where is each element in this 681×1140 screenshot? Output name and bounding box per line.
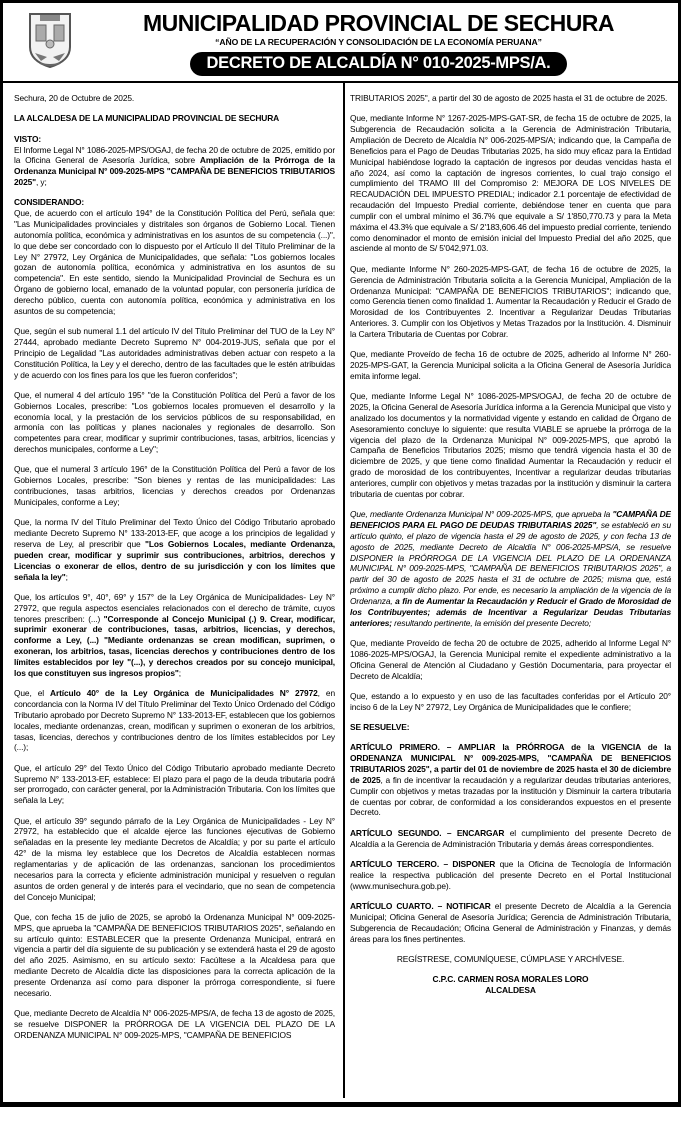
- paragraph: Que, mediante Informe Legal N° 1086-2025-MPS/OGAJ, de fecha 20 de octubre de 2025, la Oficina General de Asesoría Jurídica informa a la Gerencia Municipal que visto y analizado los documentos y la normatividad vigente y estando en calidad de Órgano de Asesoramiento concluye lo siguiente: que resulta VIABLE se apruebe la prórroga de la vigencia del plazo de la Ordenanza Municipal N° 009-2025-MPS, que aprobó la Campaña de Beneficios Tributarios 2025; mismo que tendrá vigencia hasta el 30 de diciembre de 2025, y que tiene como finalidad Aumentar la Recaudación y reducir el grado de morosidad de los contribuyentes, Incentivar a regularizar deudas tributarias anteriores, cumplir con objetivos y metas trazadas por la institución y disminuir la cartera tributaria de cuentas por cobrar.: [350, 391, 671, 499]
- signature-name: C.P.C. CARMEN ROSA MORALES LORO: [432, 974, 589, 985]
- paragraph: Que, los artículos 9°, 40°, 69° y 157° de la Ley Orgánica de Municipalidades- Ley N° 27972, que regula aspectos esenciales relacionados con el derecho de trámite, cuyos tenores prescriben: (...) "Corresponde al Concejo Municipal (.) 9. Crear, modificar, suprimir exonerar de contribuciones, tasas, arbitrios, licencias, y derechos, conforme a Ley, (...) "Mediante ordenanzas se crean modifican, suprimen, o exoneran, los arbitrios, tasas, licencias derechos y contribuciones dentro de los límites establecidos por ley "(...), y derechos creados por su concejo municipal, los que constituyen sus ingresos propios";: [14, 591, 335, 678]
- seal-icon: [27, 11, 73, 69]
- header: [3, 3, 678, 83]
- paragraph: Que, mediante Proveído de fecha 16 de octubre de 2025, adherido al Informe N° 260-2025-MPS-GAT, la Gerencia Municipal solicita a la Oficina General de Asesoría Jurídica emita informe legal.: [350, 349, 671, 381]
- right-column: [350, 93, 671, 1090]
- signature-title: ALCALDESA: [485, 985, 536, 996]
- document-body: [3, 83, 678, 1090]
- left-column: [14, 93, 335, 1090]
- issuer-line: LA ALCALDESA DE LA MUNICIPALIDAD PROVINCIAL DE SECHURA: [14, 113, 280, 124]
- registrese-line: REGÍSTRESE, COMUNÍQUESE, CÚMPLASE Y ARCHÍVESE.: [396, 953, 625, 964]
- paragraph: Que, el artículo 39° segundo párrafo de la Ley Orgánica de Municipalidades - Ley N° 27972, ha establecido que el alcalde ejerce las funciones ejecutivas de Gobierno señaladas en la presente ley mediante Decretos de Alcaldía; y por su parte el artículo 42° de la misma ley establece que los Decretos de Alcaldía establecen normas reglamentarias y de aplicación de las ordenanzas, sancionan los procedimientos necesarios para la correcta y eficiente administración municipal y resuelven o regulan asuntos de orden general y de interés para el vecindario, que no sean de competencia del Concejo Municipal;: [14, 815, 335, 902]
- year-slogan: “AÑO DE LA RECUPERACIÓN Y CONSOLIDACIÓN DE LA ECONOMÍA PERUANA”: [215, 37, 542, 48]
- visto-heading: VISTO:: [14, 133, 42, 144]
- articulo-cuarto: ARTÍCULO CUARTO. – NOTIFICAR el presente Decreto de Alcaldía a la Gerencia Municipal; Oficina General de Asesoría Jurídica; Gerencia de Administración Tributaria, Subgerencia de Recaudación; Oficina General de Administración y Finanzas, y demás áreas para los fines pertinentes.: [350, 901, 671, 944]
- articulo-segundo: ARTÍCULO SEGUNDO. – ENCARGAR el cumplimiento del presente Decreto de Alcaldía a la Gerencia de Administración Tributaria y demás áreas correspondientes.: [350, 827, 671, 849]
- articulo-primero: ARTÍCULO PRIMERO. – AMPLIAR la PRÓRROGA de la VIGENCIA de la ORDENANZA MUNICIPAL N° 009-2025-MPS, "CAMPAÑA DE BENEFICIOS TRIBUTARIOS 2025", a partir del 01 de noviembre de 2025 hasta el 30 de diciembre de 2025, a fin de incentivar la recaudación y a regularizar deudas tributarias anteriores, Cumplir con objetivos y metas trazadas por la institución y Disminuir la cartera tributaria de cuentas por cobrar, de conformidad a los considerandos expuestos en el presente Decreto.: [350, 742, 671, 818]
- paragraph: Que, mediante Informe N° 260-2025-MPS-GAT, de fecha 16 de octubre de 2025, la Gerencia de Administración Tributaria solicita a la Gerencia Municipal, Ampliación de la Ordenanza Municipal: "CAMPAÑA DE BENEFICIOS TRIBUTARIOS"; indicando que, como Gerencia tienen como finalidad 1. Aumentar la Recaudación y Reducir el Grado de Morosidad de los Contribuyentes 2. Incentivar a Regularizar Deudas Tributarias Anteriores. 3. Cumplir con los Objetivos y Metas Trazados por la Institución. 4. Disminuir la Cartera Tributaria de Cuentas por Cobrar.: [350, 263, 671, 339]
- paragraph: Que, el artículo 29° del Texto Único del Código Tributario aprobado mediante Decreto Supremo N° 133-2013-EF, establece: El plazo para el pago de la deuda tributaria podrá ser prorrogado, con carácter general, por la Administración Tributaria. Con los límites que señala la Ley;: [14, 762, 335, 806]
- paragraph: Que, estando a lo expuesto y en uso de las facultades conferidas por el Artículo 20° inciso 6 de la Ley N° 27972, Ley Orgánica de Municipalidades que le confiere;: [350, 690, 671, 712]
- paragraph: Que, la norma IV del Título Preliminar del Texto Único del Código Tributario aprobado mediante Decreto Supremo N° 133-2013-EF, que acoge a los principios de legalidad y reserva de Ley, al prescribir que "Los Gobiernos Locales, mediante Ordenanza, pueden crear, modificar y suprimir sus contribuciones, arbitrios, derechos y Licencias o exonerar de ellos, dentro de su jurisdicción y con los límites que señala la ley";: [14, 517, 335, 582]
- decree-banner: DECRETO DE ALCALDÍA N° 010-2025-MPS/A.: [190, 52, 568, 76]
- considerando-heading: CONSIDERANDO:: [14, 197, 85, 208]
- paragraph: Que, mediante Decreto de Alcaldía N° 006-2025-MPS/A, de fecha 13 de agosto de 2025, se resuelve DISPONER la PRÓRROGA DE LA VIGENCIA DEL PLAZO DE LA ORDENANZA MUNICIPAL N° 009-2025-MPS, "CAMPAÑA DE BENEFICIOS: [14, 1008, 335, 1040]
- paragraph: Que, mediante Ordenanza Municipal N° 009-2025-MPS, que aprueba la "CAMPAÑA DE BENEFICIOS PARA EL PAGO DE DEUDAS TRIBUTARIAS 2025", se estableció en su artículo quinto, el plazo de vigencia hasta el 29 de agosto de 2025, y con fecha 13 de agosto de 2025, mediante Decreto de Alcaldía N° 006-2025-MPS/A, se resuelve DISPONER la PRÓRROGA DE LA VIGENCIA DEL PLAZO DE LA ORDENANZA MUNICIPAL N° 009-2025-MPS, "CAMPAÑA DE BENEFICIOS TRIBUTARIOS 2025", a partir del 30 de agosto de 2025 hasta el 31 de octubre de 2025; misma que, está próximo a cumplir dicho plazo. Por ende, es necesario la ampliación de la vigencia de la Ordenanza, a fin de Aumentar la Recaudación y Reducir el Grado de Morosidad de los Contribuyentes; además de Incentivar a Regularizar Deudas Tributarias anteriores; resultando pertinente, la emisión del presente Decreto;: [350, 509, 671, 628]
- header-center: [91, 11, 666, 76]
- paragraph: Que, con fecha 15 de julio de 2025, se aprobó la Ordenanza Municipal N° 009-2025-MPS, que aprueba la "CAMPAÑA DE BENEFICIOS TRIBUTARIOS 2025", señalando en su artículo quinto: ESTABLECER que la presente Ordenanza Municipal, entrará en vigencia a partir del día siguiente de su publicación y se extenderá hasta el 29 de agosto del año 2025. Asimismo, en su artículo sexto: Facúltese a la Alcaldesa para que mediante Decreto de Alcaldía dicte las disposiciones para la correcta aplicación de la presente Ordenanza así como para disponer la prórroga correspondiente, si fuere necesario.: [14, 911, 335, 998]
- paragraph: Que, mediante Proveído de fecha 20 de octubre de 2025, adherido al Informe Legal N° 1086-2025-MPS/OGAJ, la Gerencia Municipal remite el expediente administrativo a la Oficina General de Atención al Ciudadano y Gestión Documentaria, para proyectar el Decreto de Alcaldía;: [350, 637, 671, 681]
- se-resuelve-heading: SE RESUELVE:: [350, 722, 410, 733]
- paragraph: Que, el Artículo 40° de la Ley Orgánica de Municipalidades N° 27972, en concordancia con la Norma IV del Título Preliminar del Texto Único Ordenado del Código Tributario aprobado por Decreto Supremo N° 133-2013-EF, establecen que los gobiernos locales, mediante ordenanzas, crean, modifican y suprimen o exoneran de los arbitrios, tasas, licencias, derechos y contribuciones dentro de los límites establecidos por Ley (...);: [14, 688, 335, 753]
- paragraph: El Informe Legal N° 1086-2025-MPS/OGAJ, de fecha 20 de octubre de 2025, emitido por la Oficina General de Asesoría Jurídica, sobre Ampliación de la Prórroga de la Ordenanza Municipal N° 009-2025-MPS "CAMPAÑA DE BENEFICIOS TRIBUTARIOS 2025", y;: [14, 144, 335, 188]
- articulo-tercero: ARTÍCULO TERCERO. – DISPONER que la Oficina de Tecnología de Información realice la respectiva publicación del presente Decreto en el Portal Institucional (www.munisechura.gob.pe).: [350, 858, 671, 891]
- paragraph: Que, según el sub numeral 1.1 del artículo IV del Título Preliminar del TUO de la Ley N° 27444, aprobado mediante Decreto Supremo N° 004-2019-JUS, señala que por el Principio de Legalidad "Las autoridades administrativas deben actuar con respeto a la Constitución Política, la Ley y el derecho, dentro de las facultades que le estén atribuidas y de acuerdo con los fines para los que les fueron conferidos";: [14, 326, 335, 380]
- municipal-seal-logo: [15, 11, 91, 74]
- paragraph: Que, de acuerdo con el artículo 194° de la Constitución Política del Perú, señala que: "Las Municipalidades provinciales y distritales son órganos de Gobierno Local. Tienen autonomía política, económica y administrativas en los asuntos de su competencia (...)", lo que debe ser concordado con lo dispuesto por el Artículo II del Título Preliminar de la Ley N° 27972, Ley Orgánica de Municipalidades, que señala: "Los gobiernos locales gozan de autonomía política, económica y administrativa en los asuntos de su competencia". En este sentido, siendo la Municipalidad Provincial de Sechura es un Órgano de gobierno local, emanado de la voluntad popular, con personería jurídica de derecho público, cuenta con autonomía política, económica y administrativa en los asuntos de su competencia;: [14, 208, 335, 316]
- paragraph: Que, el numeral 4 del artículo 195° "de la Constitución Política del Perú a favor de los Gobiernos Locales, prescribe: "Los gobiernos locales promueven el desarrollo y la economía local, y la prestación de los servicios públicos de su responsabilidad, en armonía con las políticas y planes nacionales y regionales de desarrollo. Son competentes para crear, modificar y suprimir contribuciones, tasas, arbitrios, licencias y derechos municipales, conforme a Ley";: [14, 389, 335, 455]
- paragraph: Que, mediante Informe N° 1267-2025-MPS-GAT-SR, de fecha 15 de octubre de 2025, la Subgerencia de Recaudación solicita a la Gerencia de Administración Tributaria, Ampliación de Decreto de Alcaldía N° 006-2025-MPS/A; indicando que, la Campaña de Beneficios para el Pago de Deudas Tributarias 2025, ha sido muy eficaz para la Entidad Municipal habiéndose logrado la captación de ingresos por deudas vencidas hasta el año 2024, así como la captación de ingresos corrientes, lo cual trajo consigo el cumplimiento del TRAMO III del Compromiso 2: MEJORA DE LOS NIVELES DE RECAUDACIÓN DEL IMPUESTO PREDIAL; indicador 2.1 porcentaje de efectividad de recaudación del Impuesto Predial corriente, debiéndose tener en cuenta que para cumplir con el umbral mínimo el 36.7% que equivale a S/ 1'850,770.73 y para la Meta máxima el 43.3% que equivale a S/ 2'183,606.46 del impuesto predial corriente, teniendo como denominador el monto de emisión inicial del Impuesto Predial del año 2025, que asciende al monto de S/ 5'042,971.03.: [350, 113, 671, 254]
- document-title: MUNICIPALIDAD PROVINCIAL DE SECHURA: [142, 10, 615, 36]
- paragraph: Que, que el numeral 3 artículo 196° de la Constitución Política del Perú a favor de los Gobiernos Locales, prescribe: "Son bienes y rentas de las municipalidades: Las contribuciones, tasas arbitrios, licencias y derechos creados por Ordenanzas Municipales, conforme a Ley;: [14, 464, 335, 507]
- column-divider: [343, 82, 345, 1098]
- dateline: Sechura, 20 de Octubre de 2025.: [14, 93, 135, 103]
- paragraph: TRIBUTARIOS 2025", a partir del 30 de agosto de 2025 hasta el 31 de octubre de 2025.: [350, 93, 668, 103]
